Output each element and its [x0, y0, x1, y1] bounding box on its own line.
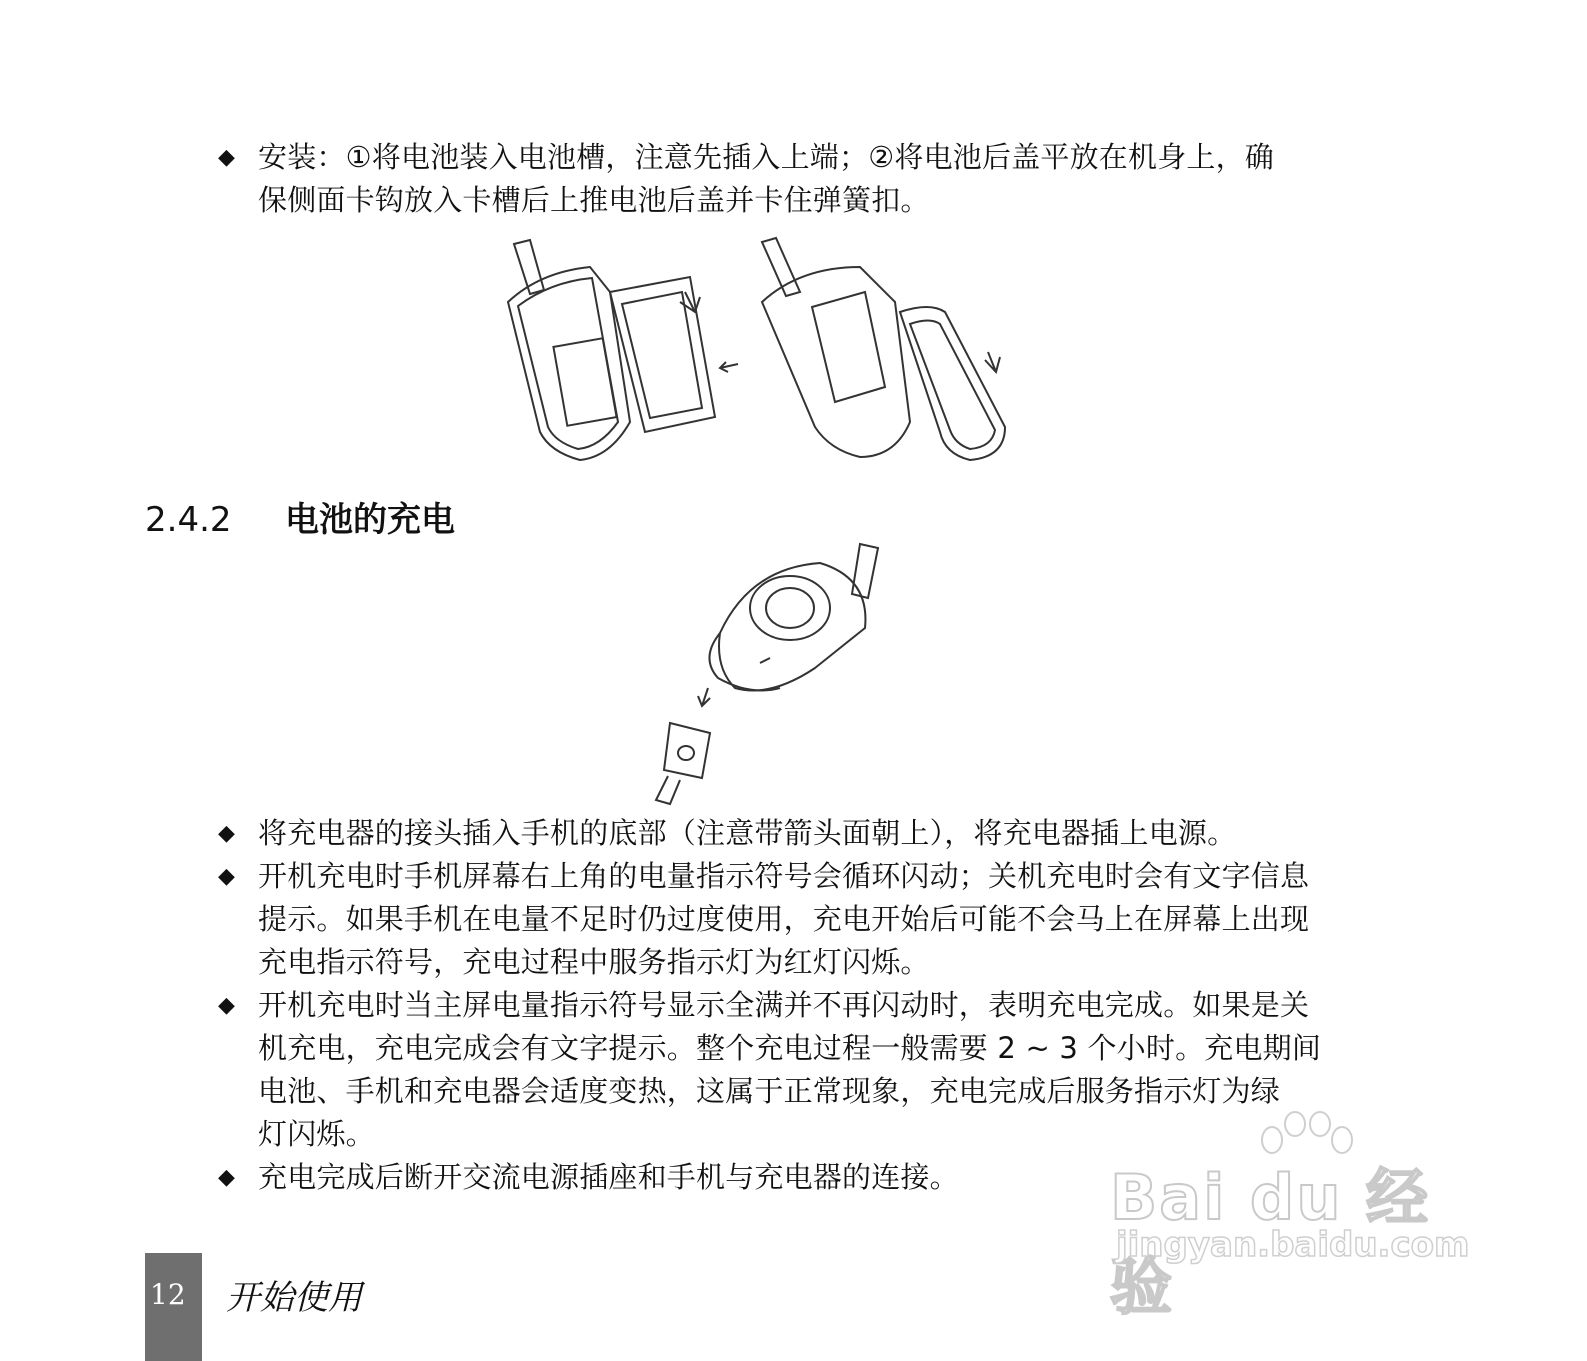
text-line: 机充电，充电完成会有文字提示。整个充电过程一般需要 2 ~ 3 个小时。充电期间: [258, 1031, 1322, 1065]
bullet-item-install: [218, 136, 1408, 222]
bullet-item: [218, 855, 1408, 984]
charger-connection-illustration: [640, 538, 900, 808]
diamond-bullet-icon: ◆: [218, 993, 235, 1018]
diamond-bullet-icon: ◆: [218, 1165, 235, 1190]
chapter-title: 开始使用: [226, 1278, 362, 1318]
page-number: 12: [150, 1278, 186, 1311]
diamond-bullet-icon: ◆: [218, 864, 235, 889]
bullet-text: [258, 1156, 959, 1199]
text-line: 保侧面卡钩放入卡槽后上推电池后盖并卡住弹簧扣。: [258, 183, 930, 217]
text-line: 充电完成后断开交流电源插座和手机与充电器的连接。: [258, 1160, 959, 1194]
text-line: 充电指示符号，充电过程中服务指示灯为红灯闪烁。: [258, 945, 930, 979]
section-title: 电池的充电: [285, 500, 455, 540]
text-line: 将充电器的接头插入手机的底部（注意带箭头面朝上），将充电器插上电源。: [258, 816, 1237, 850]
watermark-url: jingyan.baidu.com: [1116, 1225, 1470, 1265]
battery-install-illustration: [500, 232, 1020, 472]
bullet-text: [258, 136, 1274, 222]
text-line: 开机充电时当主屏电量指示符号显示全满并不再闪动时，表明充电完成。如果是关: [258, 988, 1310, 1022]
diamond-bullet-icon: ◆: [218, 821, 235, 846]
section-heading: [145, 495, 455, 545]
text-line: 电池、手机和充电器会适度变热，这属于正常现象，充电完成后服务指示灯为绿: [258, 1074, 1281, 1108]
bullet-text: [258, 855, 1309, 984]
bullet-item: [218, 812, 1408, 855]
bullet-text: [258, 812, 1236, 855]
section-number: 2.4.2: [145, 500, 232, 540]
diamond-bullet-icon: ◆: [218, 145, 235, 170]
watermark-logo: Bai du 经验: [1110, 1161, 1431, 1323]
text-line: 安装：①将电池装入电池槽，注意先插入上端；②将电池后盖平放在机身上，确: [258, 140, 1274, 174]
text-line: 灯闪烁。: [258, 1117, 375, 1151]
text-line: 开机充电时手机屏幕右上角的电量指示符号会循环闪动；关机充电时会有文字信息: [258, 859, 1310, 893]
baidu-watermark: [1110, 1110, 1480, 1323]
text-line: 提示。如果手机在电量不足时仍过度使用，充电开始后可能不会马上在屏幕上出现: [258, 902, 1310, 936]
